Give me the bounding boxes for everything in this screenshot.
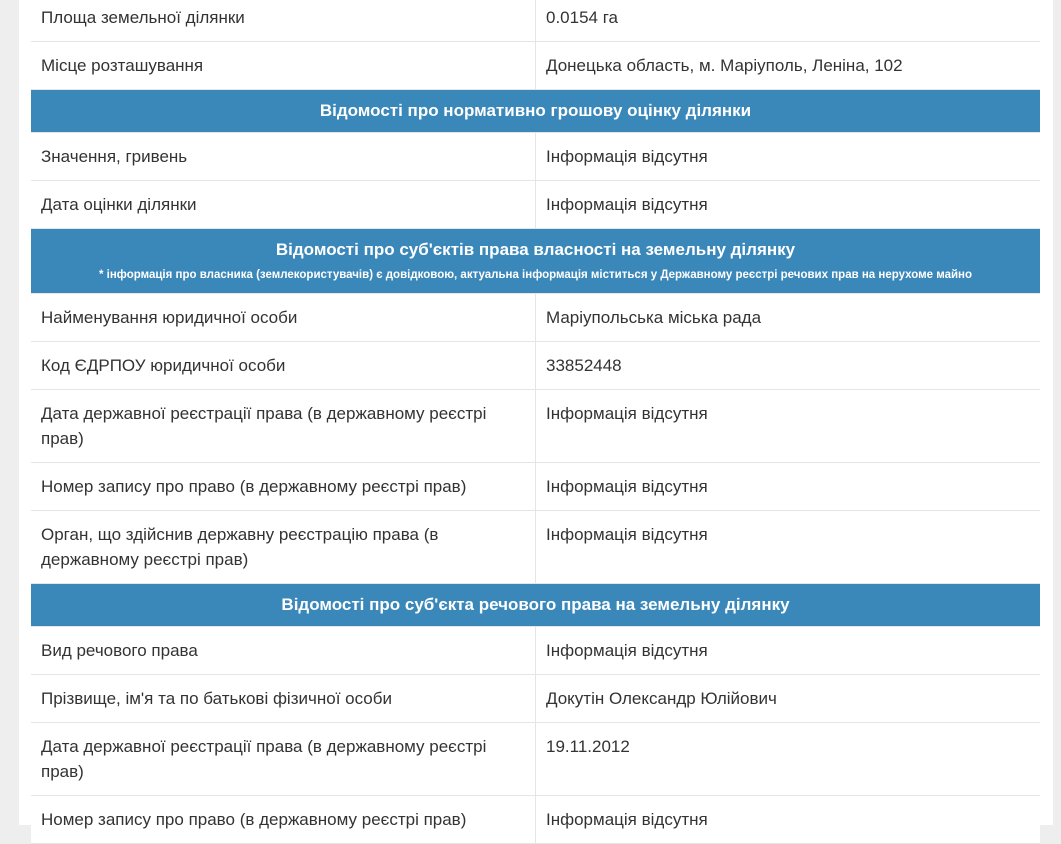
row-label: Прізвище, ім'я та по батькові фізичної особи bbox=[31, 675, 536, 722]
section-title: Відомості про суб'єктів права власності на земельну ділянку bbox=[275, 240, 796, 259]
table-row bbox=[31, 675, 1040, 723]
row-label: Дата державної реєстрації права (в державному реєстрі прав) bbox=[31, 723, 536, 795]
row-label: Дата оцінки ділянки bbox=[31, 181, 536, 228]
row-value: Інформація відсутня bbox=[546, 404, 708, 423]
row-label: Номер запису про право (в державному реєстрі прав) bbox=[31, 463, 536, 510]
section-title: Відомості про суб'єкта речового права на земельну ділянку bbox=[281, 595, 790, 614]
row-label: Площа земельної ділянки bbox=[31, 0, 536, 41]
row-label: Вид речового права bbox=[31, 627, 536, 674]
row-value: Інформація відсутня bbox=[546, 525, 708, 544]
row-value: Інформація відсутня bbox=[546, 477, 708, 496]
table-row bbox=[31, 796, 1040, 844]
section-header-valuation bbox=[31, 90, 1040, 133]
info-sheet bbox=[19, 0, 1053, 829]
row-value: Маріупольська міська рада bbox=[546, 308, 762, 327]
row-value: Донецька область, м. Маріуполь, Леніна, 102 bbox=[546, 56, 903, 75]
table-row bbox=[31, 42, 1040, 90]
table-row bbox=[31, 463, 1040, 511]
section-header-owners bbox=[31, 229, 1040, 294]
land-info-table bbox=[31, 0, 1040, 844]
row-label: Найменування юридичної особи bbox=[31, 294, 536, 341]
row-label: Код ЄДРПОУ юридичної особи bbox=[31, 342, 536, 389]
row-value: 0.0154 га bbox=[546, 8, 619, 27]
table-row bbox=[31, 181, 1040, 229]
table-row bbox=[31, 133, 1040, 181]
row-value: Інформація відсутня bbox=[546, 147, 708, 166]
row-value: Інформація відсутня bbox=[546, 641, 708, 660]
row-value: Інформація відсутня bbox=[546, 810, 708, 829]
row-label: Номер запису про право (в державному реєстрі прав) bbox=[31, 796, 536, 843]
section-title: Відомості про нормативно грошову оцінку ділянки bbox=[319, 101, 752, 120]
row-value: Докутін Олександр Юлійович bbox=[546, 689, 777, 708]
table-row bbox=[31, 342, 1040, 390]
row-label: Значення, гривень bbox=[31, 133, 536, 180]
row-value: 33852448 bbox=[546, 356, 622, 375]
row-label: Місце розташування bbox=[31, 42, 536, 89]
table-row bbox=[31, 723, 1040, 796]
row-label: Орган, що здійснив державну реєстрацію права (в державному реєстрі прав) bbox=[31, 511, 536, 583]
section-header-real-right bbox=[31, 584, 1040, 627]
row-label: Дата державної реєстрації права (в державному реєстрі прав) bbox=[31, 390, 536, 462]
row-value: Інформація відсутня bbox=[546, 195, 708, 214]
table-row bbox=[31, 627, 1040, 675]
section-note: * інформація про власника (землекористувачів) є довідковою, актуальна інформація міститься у Державному реєстрі речових прав на нерухоме майно bbox=[98, 269, 973, 281]
table-row bbox=[31, 294, 1040, 342]
row-value: 19.11.2012 bbox=[546, 737, 630, 756]
table-row bbox=[31, 511, 1040, 584]
table-row bbox=[31, 390, 1040, 463]
table-row bbox=[31, 0, 1040, 42]
